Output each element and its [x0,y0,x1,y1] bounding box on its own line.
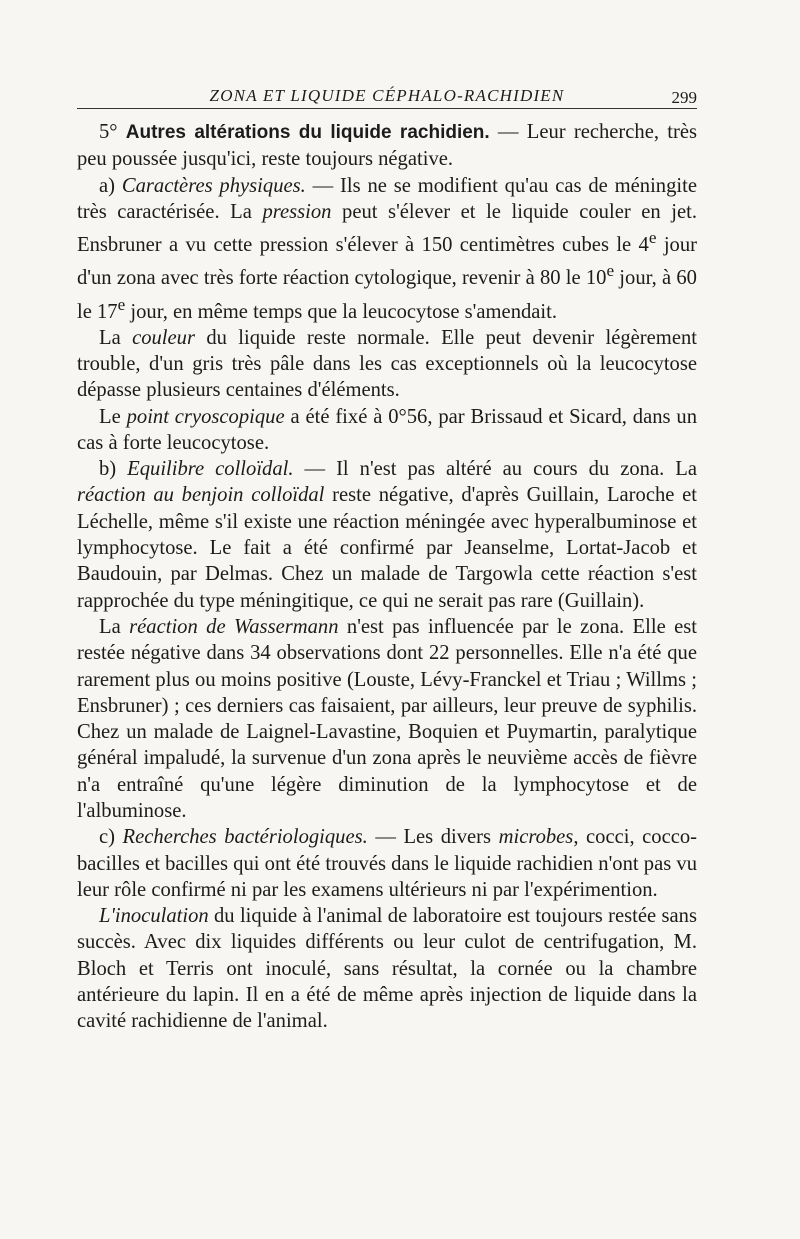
italic-term: pression [262,200,332,223]
subsection-heading: Caractères physiques. [121,174,306,197]
item-label: a) [99,174,122,197]
text-run: — Il n'est pas altéré au cours du zona. La [293,458,697,481]
ordinal-superscript: e [117,294,126,314]
text-run: jour d'un zona avec très forte réaction cytologique, revenir à 80 le 10 [77,234,698,290]
paragraph-physical-characters [77,173,697,325]
italic-term: réaction de Wassermann [129,615,339,638]
text-run: — Ils ne se modifient qu'au cas de méningite très caractérisée. La [77,174,697,223]
section-lead-text: — Leur recherche, très peu poussée jusqu'ici, reste toujours négative. [77,121,697,171]
running-title: ZONA ET LIQUIDE CÉPHALO-RACHIDIEN [209,86,565,105]
paragraph-colloidal-equilibrium [77,456,697,614]
text-run: peut s'élever et le liquide couler en jet. Ensbruner a vu cette pression s'élever à 150 centimètres cubes le 4 [77,200,697,257]
ordinal-superscript: e [606,261,615,281]
subsection-heading: Recherches bactériologiques. [122,826,368,849]
text-run: , cocci, cocco-bacilles et bacilles qui ont été trouvés dans le liquide rachidien n'ont pas vu leur rôle confirmé ni par les examens ultérieurs ni par l'expérimention. [77,826,698,901]
page-header [77,84,697,109]
italic-term: couleur [132,326,195,349]
item-label: b) [99,458,128,481]
italic-term: microbes [498,826,574,849]
item-label: c) [99,826,123,849]
page-body [77,119,697,1035]
paragraph-cryoscopic-point [77,404,697,457]
section-intro-paragraph [77,119,697,173]
paragraph-bacteriological [77,824,697,903]
section-title: Autres altérations du liquide rachidien. [125,122,490,143]
italic-term: point cryoscopique [126,405,285,428]
paragraph-inoculation [77,903,697,1034]
text-run: a été fixé à 0°56, par Brissaud et Sicard, dans un cas à forte leucocytose. [77,405,698,454]
paragraph-colour [77,325,697,404]
text-run: n'est pas influencée par le zona. Elle est restée négative dans 34 observations dont 22 personnelles. Elle n'a été que rarement plus ou moins positive (Louste, Lévy-Franckel et Triau ; Willms ; Ensbruner) ; ces derniers cas faisaient, par ailleurs, leur preuve de syphilis. Chez un malade de Laignel-Lavastine, Boquien et Puymartin, paralytique général impaludé, la survenue d'un zona après le neuvième accès de fièvre n'a entraîné qu'une légère diminution de la lymphocytose et de l'albuminose. [77,615,697,822]
text-run: reste négative, d'après Guillain, Laroche et Léchelle, même s'il existe une réaction méningée avec hyperalbuminose et lymphocytose. Le fait a été confirmé par Jeanselme, Lortat-Jacob et Baudouin, par Delmas. Chez un malade de Targowla cette réaction s'est rapprochée du type méningitique, ce qui ne serait pas rare (Guillain). [77,484,697,612]
text-run: du liquide à l'animal de laboratoire est toujours restée sans succès. Avec dix liquides différents ou leur culot de centrifugation, M. Bloch et Terris ont inoculé, sans résultat, la cornée ou la chambre antérieure du lapin. Il en a été de même après injection de liquide dans la cavité rachidienne de l'animal. [77,905,697,1033]
text-run: jour, en même temps que la leucocytose s'amendait. [125,300,558,323]
text-run: Le [99,405,127,428]
text-run: jour, à 60 le 17 [77,267,697,323]
text-run: du liquide reste normale. Elle peut devenir légèrement trouble, d'un gris très pâle dans les cas exceptionnels où la leucocytose dépasse plusieurs centaines d'éléments. [77,326,697,402]
subsection-heading: Equilibre colloïdal. [127,458,294,481]
ordinal-superscript: e [648,228,657,248]
text-run: La [99,326,133,349]
section-number: 5° [99,121,126,143]
text-run: — Les divers [367,826,499,849]
italic-term: réaction au benjoin colloïdal [77,484,325,507]
paragraph-wassermann [77,614,697,824]
book-page [77,84,697,1035]
italic-term: L'inoculation [99,905,209,928]
text-run: La [99,615,130,638]
page-number: 299 [671,88,697,107]
